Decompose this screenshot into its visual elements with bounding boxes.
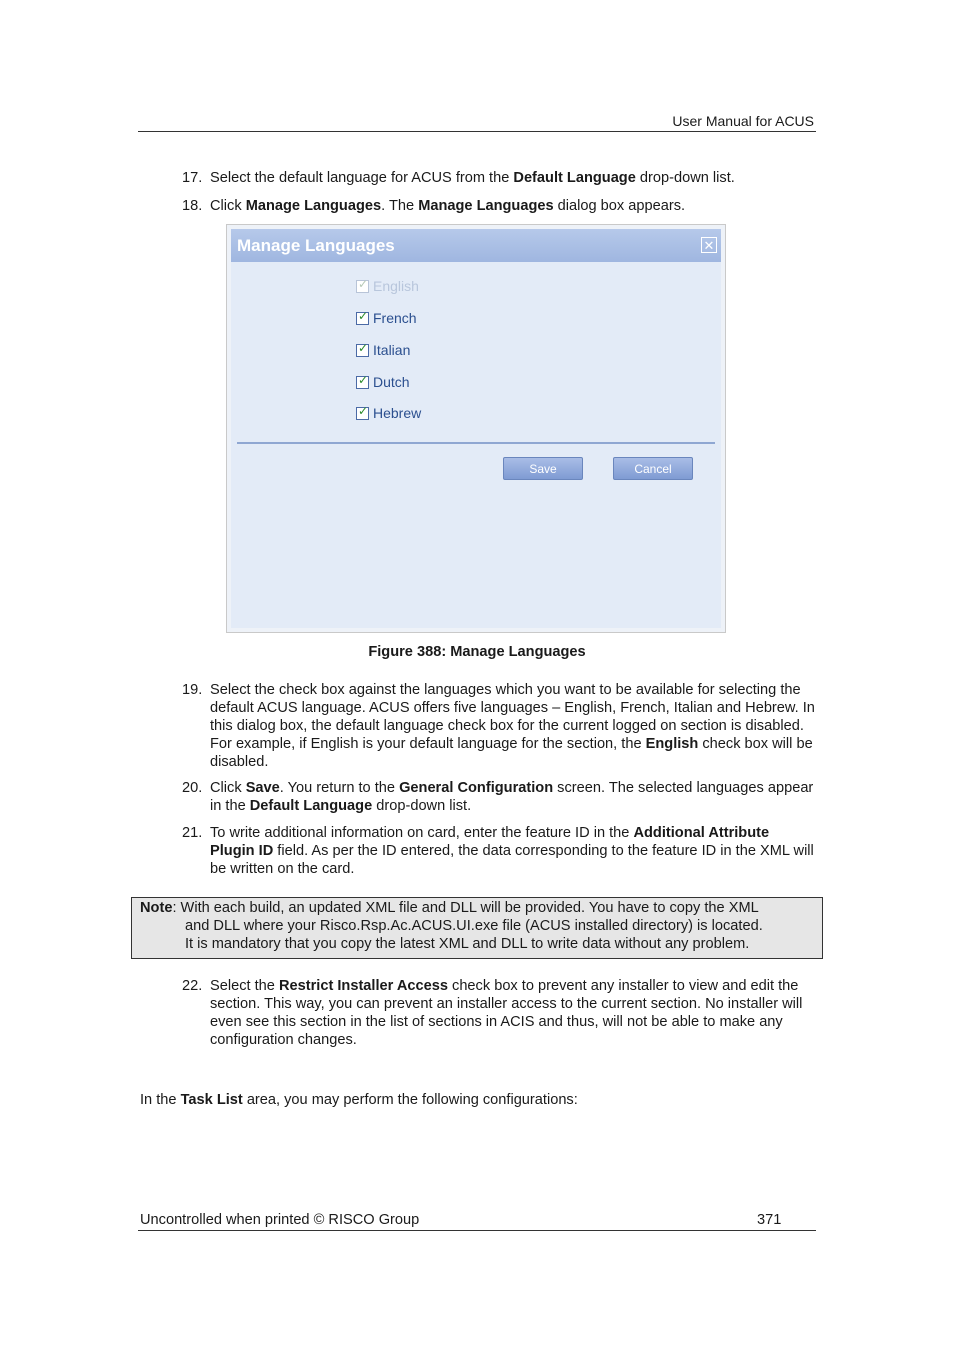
- footer-rule: [138, 1230, 816, 1231]
- check-icon: ✓: [358, 308, 369, 323]
- step-number: 17.: [182, 170, 203, 186]
- checkbox-italian[interactable]: [356, 340, 369, 357]
- check-icon: ✓: [358, 403, 369, 418]
- language-option-italian[interactable]: [356, 341, 410, 359]
- task-list-paragraph: [140, 1092, 578, 1108]
- language-option-english: [356, 277, 419, 295]
- cancel-button[interactable]: Cancel: [613, 457, 693, 480]
- step-text: [210, 197, 816, 215]
- step-text: [210, 824, 816, 878]
- step-21: [182, 824, 816, 878]
- manage-languages-dialog: [226, 224, 726, 633]
- note-box: [131, 897, 823, 959]
- text-run: Select the default language for ACUS from the: [210, 170, 514, 186]
- step-text: [210, 977, 816, 1049]
- note-line-1: [140, 899, 814, 917]
- checkbox-hebrew[interactable]: [356, 403, 369, 420]
- running-header: User Manual for ACUS: [672, 113, 814, 129]
- bold-term: English: [645, 736, 699, 752]
- dialog-body: [231, 229, 721, 628]
- footer-copyright: Uncontrolled when printed © RISCO Group: [140, 1212, 420, 1228]
- bold-term: Restrict Installer Access: [278, 978, 448, 994]
- language-option-hebrew[interactable]: [356, 404, 421, 422]
- text-run: Click: [210, 198, 246, 214]
- text-run: check box to prevent any installer to view and edit the section. This way, you can prevent an installer access to the current section. No installer will even see this section in the list of sections in ACIS and thus, will not be able to make any configuration changes.: [210, 978, 803, 1048]
- figure-caption: Figure 388: Manage Languages: [368, 644, 586, 660]
- bold-term: Default Language: [513, 170, 636, 186]
- text-run: Click: [210, 780, 246, 796]
- bold-term: Default Language: [249, 798, 373, 814]
- step-number: 21.: [182, 825, 203, 841]
- language-option-french[interactable]: [356, 309, 417, 327]
- checkbox-dutch[interactable]: [356, 372, 369, 389]
- text-run: dialog box appears.: [553, 198, 686, 214]
- text-run: Select the: [210, 978, 279, 994]
- text-run: area, you may perform the following configurations:: [242, 1092, 578, 1108]
- step-number: 22.: [182, 978, 203, 994]
- language-label: Hebrew: [373, 405, 422, 421]
- checkbox-english: [356, 276, 369, 293]
- check-icon: ✓: [358, 276, 369, 291]
- text-run: drop-down list.: [372, 798, 472, 814]
- step-number: 18.: [182, 198, 203, 214]
- language-label: Italian: [373, 342, 411, 358]
- step-22: [182, 977, 816, 1049]
- bold-term: Task List: [180, 1092, 243, 1108]
- dialog-separator: [237, 442, 715, 444]
- text-run: . You return to the: [279, 780, 400, 796]
- bold-term: General Configuration: [399, 780, 554, 796]
- bold-term: Manage Languages: [418, 198, 554, 214]
- check-icon: ✓: [358, 340, 369, 355]
- text-run: field. As per the ID entered, the data corresponding to the feature ID in the XML will be written on the card.: [210, 843, 814, 877]
- text-run: drop-down list.: [635, 170, 735, 186]
- bold-term: Manage Languages: [245, 198, 382, 214]
- step-18: [182, 197, 816, 215]
- language-label: English: [373, 278, 419, 294]
- bold-term: Additional Attribute Plugin ID: [210, 825, 770, 859]
- step-text: [210, 779, 816, 815]
- header-rule: [138, 131, 816, 132]
- close-icon[interactable]: ✕: [701, 237, 717, 253]
- step-number: 19.: [182, 682, 203, 698]
- step-17: [182, 169, 816, 187]
- step-text: [210, 681, 816, 771]
- dialog-title: Manage Languages: [237, 236, 395, 255]
- text-run: screen. The selected languages appear in the: [210, 780, 814, 814]
- language-label: French: [373, 310, 417, 326]
- text-run: Select the check box against the languages which you want to be available for selecting the default ACUS language. ACUS offers five languages – English, French, Italian and Hebrew. In this dialog box, the default language check box for the current logged on section is disabled. For example, if English is your default language for the section, the: [210, 682, 815, 752]
- language-label: Dutch: [373, 374, 410, 390]
- text-run: check box will be disabled.: [210, 736, 813, 770]
- note-line-3: It is mandatory that you copy the latest XML and DLL to write data without any problem.: [185, 936, 750, 952]
- dialog-titlebar: [231, 229, 721, 262]
- text-run: In the: [140, 1092, 181, 1108]
- check-icon: ✓: [358, 372, 369, 387]
- page-number: 371: [757, 1212, 782, 1228]
- note-line-2: and DLL where your Risco.Rsp.Ac.ACUS.UI.exe file (ACUS installed directory) is located.: [185, 918, 763, 934]
- bold-term: Save: [245, 780, 280, 796]
- step-19: [182, 681, 816, 771]
- step-text: [210, 169, 816, 187]
- language-option-dutch[interactable]: [356, 373, 410, 391]
- note-text: : With each build, an updated XML file and DLL will be provided. You have to copy the XML: [172, 900, 759, 916]
- step-number: 20.: [182, 780, 203, 796]
- step-20: [182, 779, 816, 815]
- checkbox-french[interactable]: [356, 308, 369, 325]
- text-run: To write additional information on card, enter the feature ID in the: [210, 825, 634, 841]
- note-label: Note: [140, 900, 173, 916]
- save-button[interactable]: Save: [503, 457, 583, 480]
- text-run: . The: [381, 198, 419, 214]
